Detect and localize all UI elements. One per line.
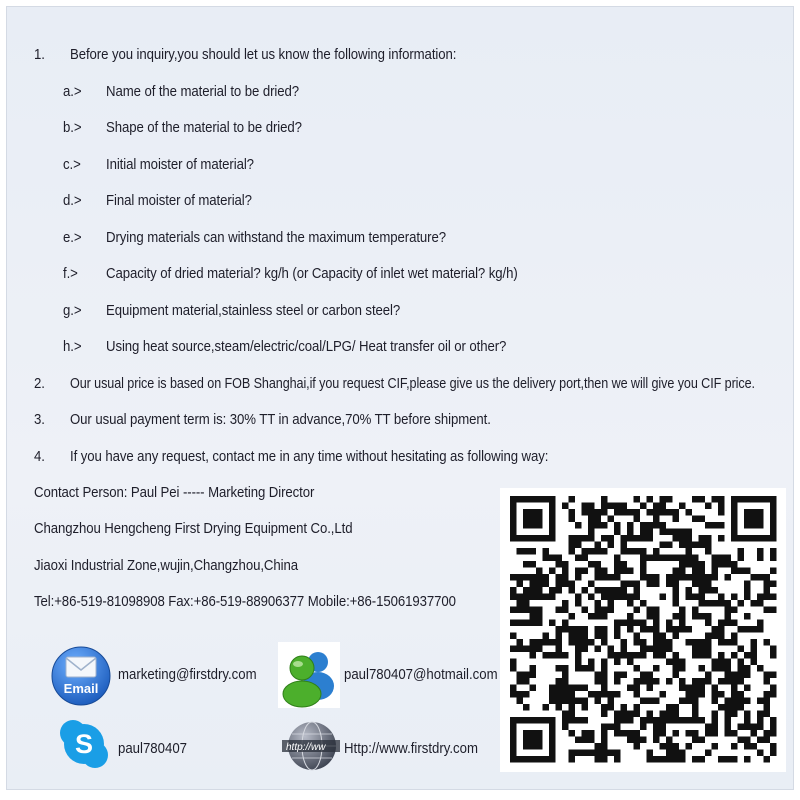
subitem-f-text: Capacity of dried material? kg/h (or Capacity of inlet wet material? kg/h) [106,265,518,282]
item-4-number: 4. [34,448,45,465]
email-address[interactable]: marketing@firstdry.com [118,666,257,683]
item-1-number: 1. [34,46,45,63]
subitem-h-text: Using heat source,steam/electric/coal/LPG/ Heat transfer oil or other? [106,338,507,355]
subitem-h-letter: h.> [63,338,82,355]
subitem-e-text: Drying materials can withstand the maximum temperature? [106,229,446,246]
item-2-text: Our usual price is based on FOB Shanghai,if you request CIF,please give us the delivery port,then we will give you CIF price. [70,375,755,392]
subitem-a-letter: a.> [63,83,82,100]
company-address: Jiaoxi Industrial Zone,wujin,Changzhou,China [34,557,298,574]
msn-address[interactable]: paul780407@hotmail.com [344,666,498,683]
item-2-number: 2. [34,375,45,392]
globe-web-icon[interactable] [282,720,340,772]
email-icon[interactable] [50,645,112,707]
msn-messenger-icon[interactable] [278,642,340,708]
contact-person: Contact Person: Paul Pei ----- Marketing Director [34,484,315,501]
item-3-text: Our usual payment term is: 30% TT in advance,70% TT before shipment. [70,411,491,428]
qr-code-graphic [500,488,786,772]
website-url[interactable]: Http://www.firstdry.com [344,740,478,757]
svg-text:S: S [74,729,94,759]
company-name: Changzhou Hengcheng First Drying Equipment Co.,Ltd [34,520,353,537]
subitem-g-text: Equipment material,stainless steel or carbon steel? [106,302,401,319]
subitem-a-text: Name of the material to be dried? [106,83,300,100]
skype-id[interactable]: paul780407 [118,740,188,757]
subitem-b-letter: b.> [63,119,82,136]
item-1-text: Before you inquiry,you should let us know the following information: [70,46,457,63]
subitem-d-text: Final moister of material? [106,192,252,209]
subitem-b-text: Shape of the material to be dried? [106,119,302,136]
subitem-c-letter: c.> [63,156,81,173]
item-4-text: If you have any request, contact me in any time without hesitating as following way: [70,448,549,465]
subitem-c-text: Initial moister of material? [106,156,254,173]
skype-icon[interactable] [58,718,110,770]
item-3-number: 3. [34,411,45,428]
subitem-d-letter: d.> [63,192,82,209]
svg-text:http://ww: http://ww [286,742,326,753]
subitem-e-letter: e.> [63,229,82,246]
qr-code [500,488,786,772]
svg-text:Email: Email [63,681,99,696]
subitem-g-letter: g.> [63,302,82,319]
phone-numbers: Tel:+86-519-81098908 Fax:+86-519-88906377 Mobile:+86-15061937700 [34,593,456,610]
subitem-f-letter: f.> [63,265,78,282]
